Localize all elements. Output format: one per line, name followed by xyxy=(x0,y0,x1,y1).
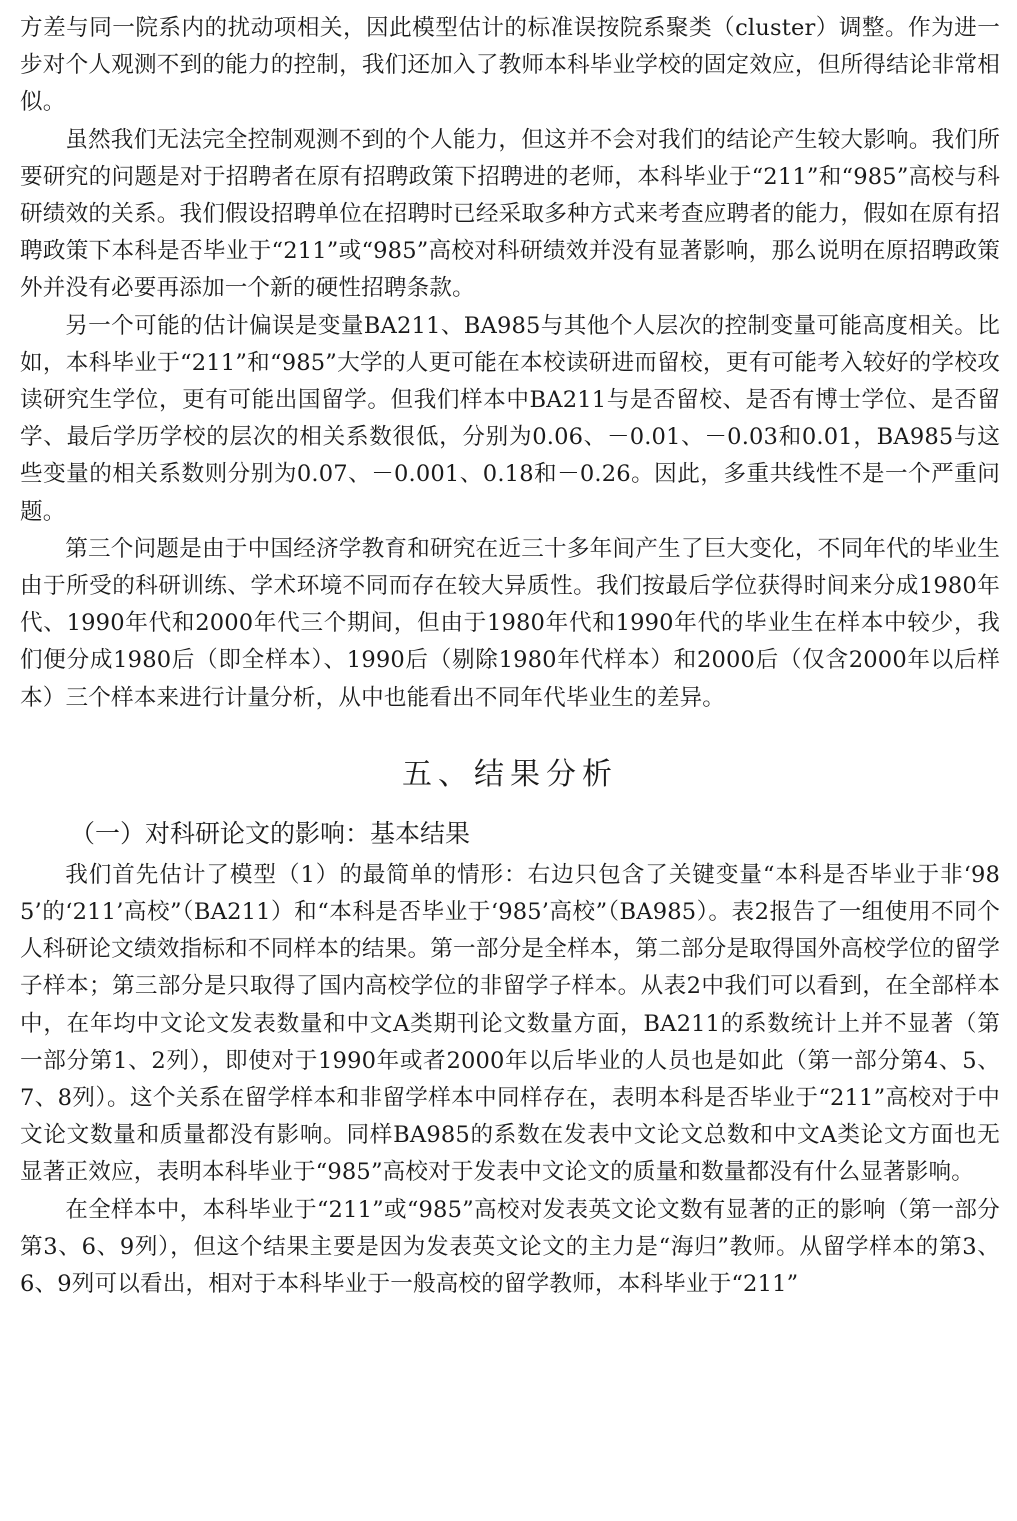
body-paragraph: 第三个问题是由于中国经济学教育和研究在近三十多年间产生了巨大变化，不同年代的毕业生由于所受的科研训练、学术环境不同而存在较大异质性。我们按最后学位获得时间来分成1980年代、1990年代和2000年代三个期间，但由于1980年代和1990年代的毕业生在样本中较少，我们便分成1980后（即全样本）、1990后（剔除1980年代样本）和2000后（仅含2000年以后样本）三个样本来进行计量分析，从中也能看出不同年代毕业生的差异。 xyxy=(20,535,1000,711)
body-paragraph: 在全样本中，本科毕业于“211”或“985”高校对发表英文论文数有显著的正的影响（第一部分第3、6、9列），但这个结果主要是因为发表英文论文的主力是“海归”教师。从留学样本的第3、6、9列可以看出，相对于本科毕业于一般高校的留学教师，本科毕业于“211” xyxy=(20,1196,1000,1298)
body-paragraph: 另一个可能的估计偏误是变量BA211、BA985与其他个人层次的控制变量可能高度相关。比如，本科毕业于“211”和“985”大学的人更可能在本校读研进而留校，更有可能考入较好的学校攻读研究生学位，更有可能出国留学。但我们样本中BA211与是否留校、是否有博士学位、是否留学、最后学历学校的层次的相关系数很低，分别为0.06、－0.01、－0.03和0.01，BA985与这些变量的相关系数则分别为0.07、－0.001、0.18和－0.26。因此，多重共线性不是一个严重问题。 xyxy=(20,312,1000,525)
paper-page xyxy=(20,10,1000,1303)
subsection-title: （一）对科研论文的影响：基本结果 xyxy=(70,818,471,848)
body-paragraph: 虽然我们无法完全控制观测不到的个人能力，但这并不会对我们的结论产生较大影响。我们所要研究的问题是对于招聘者在原有招聘政策下招聘进的老师，本科毕业于“211”和“985”高校与科研绩效的关系。我们假设招聘单位在招聘时已经采取多种方式来考查应聘者的能力，假如在原有招聘政策下本科是否毕业于“211”或“985”高校对科研绩效并没有显著影响，那么说明在原招聘政策外并没有必要再添加一个新的硬性招聘条款。 xyxy=(20,126,1000,302)
section-title: 五、结果分析 xyxy=(402,756,618,792)
body-paragraph: 方差与同一院系内的扰动项相关，因此模型估计的标准误按院系聚类（cluster）调整。作为进一步对个人观测不到的能力的控制，我们还加入了教师本科毕业学校的固定效应，但所得结论非常相似。 xyxy=(20,15,1000,116)
body-paragraph: 我们首先估计了模型（1）的最简单的情形：右边只包含了关键变量“本科是否毕业于非‘985’的‘211’高校”（BA211）和“本科是否毕业于‘985’高校”（BA985）。表2报告了一组使用不同个人科研论文绩效指标和不同样本的结果。第一部分是全样本，第二部分是取得国外高校学位的留学子样本；第三部分是只取得了国内高校学位的非留学子样本。从表2中我们可以看到，在全部样本中，在年均中文论文发表数量和中文A类期刊论文数量方面，BA211的系数统计上并不显著（第一部分第1、2列），即使对于1990年或者2000年以后毕业的人员也是如此（第一部分第4、5、7、8列）。这个关系在留学样本和非留学样本中同样存在，表明本科是否毕业于“211”高校对于中文论文数量和质量都没有影响。同样BA985的系数在发表中文论文总数和中文A类论文方面也无显著正效应，表明本科毕业于“985”高校对于发表中文论文的质量和数量都没有什么显著影响。 xyxy=(20,861,1000,1186)
